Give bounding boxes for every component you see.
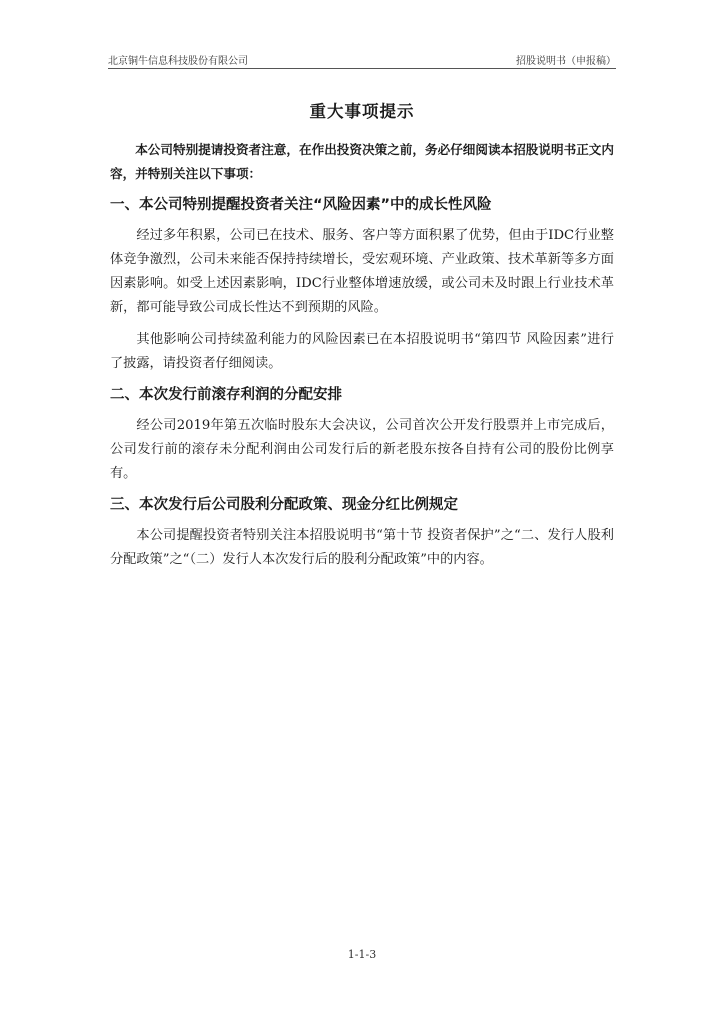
section-1-paragraph-2: 其他影响公司持续盈利能力的风险因素已在本招股说明书“第四节 风险因素”进行了披露，请投资者仔细阅读。: [110, 332, 614, 371]
page-title: 重大事项提示: [309, 102, 415, 121]
page-header: [108, 50, 616, 69]
section-3-paragraph-1: 本公司提醒投资者特别关注本招股说明书“第十节 投资者保护”之“二、发行人股利分配政策”之“（二）发行人本次发行后的股利分配政策”中的内容。: [110, 528, 614, 567]
intro-paragraph: 本公司特别提请投资者注意，在作出投资决策之前，务必仔细阅读本招股说明书正文内容，并特别关注以下事项：: [110, 142, 614, 181]
section-3-heading: 三、本次发行后公司股利分配政策、现金分红比例规定: [110, 497, 458, 513]
header-company-name: 北京铜牛信息科技股份有限公司: [108, 56, 248, 67]
section-1-paragraph-1: 经过多年积累，公司已在技术、服务、客户等方面积累了优势，但由于IDC行业整体竞争激烈，公司未来能否保持持续增长，受宏观环境、产业政策、技术革新等多方面因素影响。如受上述因素影响，IDC行业整体增速放缓，或公司未及时跟上行业技术革新，都可能导致公司成长性达不到预期的风险。: [110, 228, 614, 315]
section-2-paragraph-1: 经公司2019年第五次临时股东大会决议，公司首次公开发行股票并上市完成后，公司发行前的滚存未分配利润由公司发行后的新老股东按各自持有公司的股份比例享有。: [110, 418, 614, 481]
header-document-type: 招股说明书（申报稿）: [516, 56, 616, 67]
section-2-heading: 二、本次发行前滚存利润的分配安排: [110, 387, 342, 403]
section-1-heading: 一、本公司特别提醒投资者关注“风险因素”中的成长性风险: [110, 197, 492, 213]
document-body: [110, 138, 614, 572]
page-number: 1-1-3: [347, 948, 377, 961]
